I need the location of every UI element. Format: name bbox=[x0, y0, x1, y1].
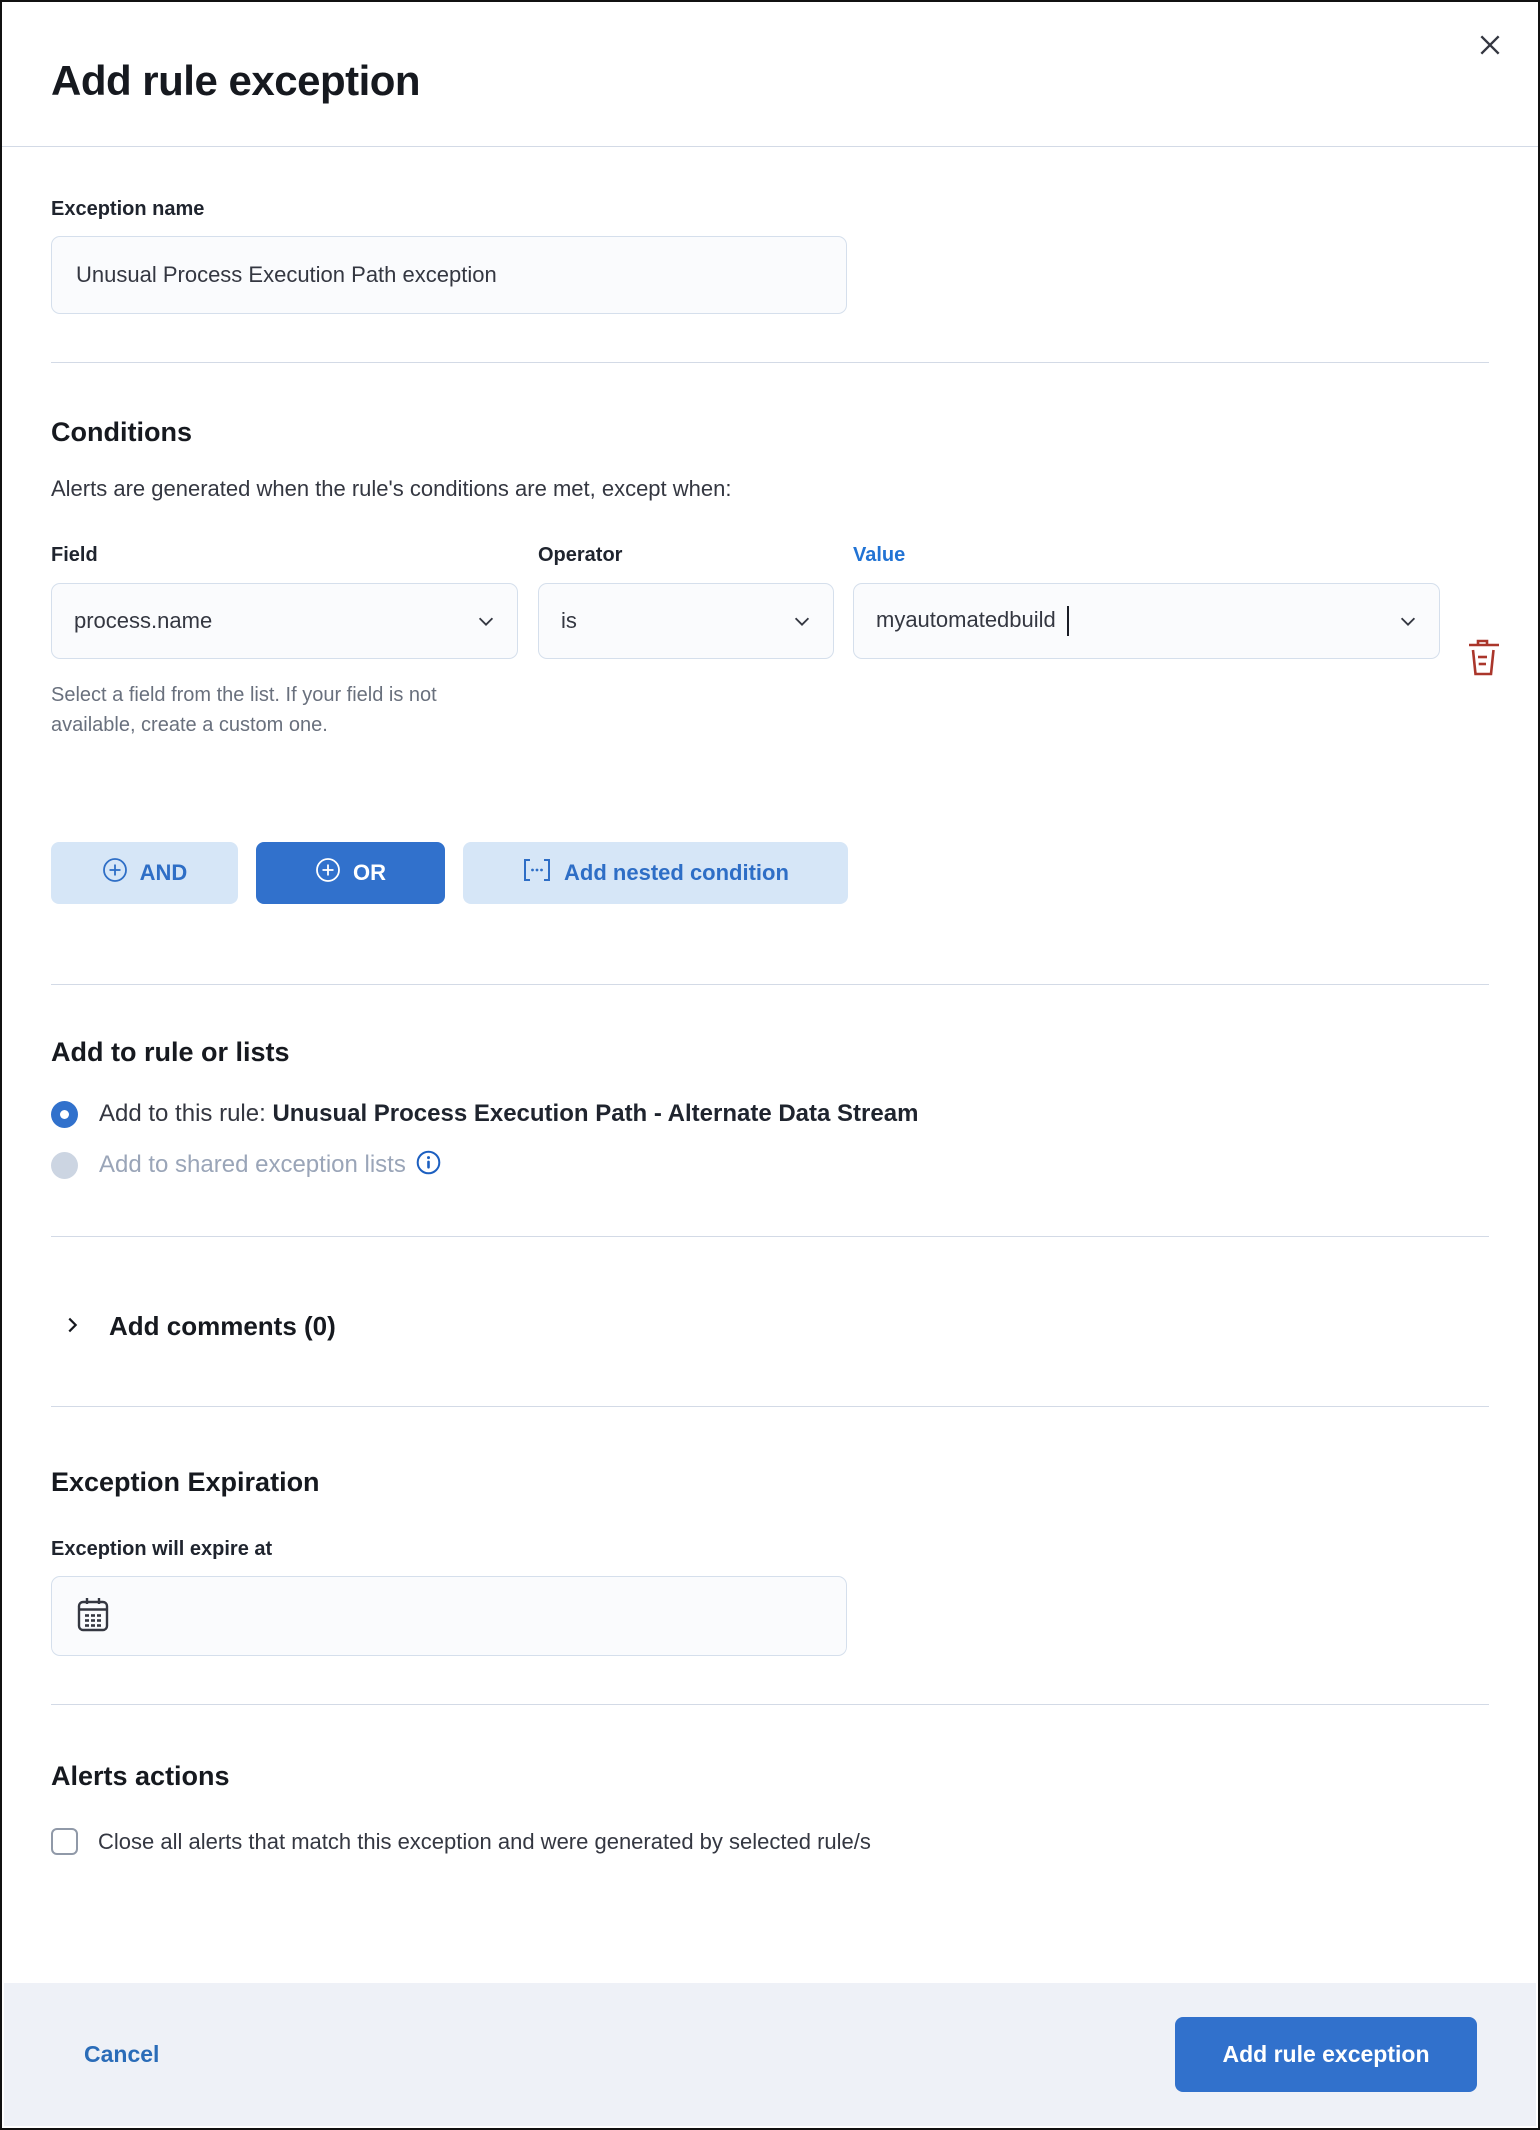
modal-title: Add rule exception bbox=[51, 57, 421, 104]
chevron-down-icon bbox=[475, 610, 497, 632]
add-to-section bbox=[51, 985, 1489, 1236]
or-button-label: OR bbox=[353, 860, 386, 886]
exception-name-input[interactable] bbox=[51, 236, 847, 314]
chevron-right-icon bbox=[61, 1314, 83, 1339]
field-column bbox=[51, 544, 519, 740]
operator-value: is bbox=[561, 608, 577, 633]
cancel-button[interactable]: Cancel bbox=[84, 2041, 160, 2067]
text-cursor bbox=[1067, 606, 1069, 636]
radio-disabled[interactable] bbox=[51, 1152, 78, 1179]
field-label: Field bbox=[51, 544, 98, 566]
operator-select[interactable] bbox=[538, 583, 834, 659]
conditions-heading: Conditions bbox=[51, 417, 192, 447]
add-nested-condition-button[interactable] bbox=[463, 842, 848, 904]
value-label: Value bbox=[853, 544, 906, 566]
field-select[interactable] bbox=[51, 583, 518, 659]
logic-buttons-row bbox=[51, 842, 1489, 904]
rule-name: Unusual Process Execution Path - Alternate Data Stream bbox=[272, 1100, 919, 1128]
exception-name-value: Unusual Process Execution Path exception bbox=[76, 262, 497, 287]
add-comments-toggle[interactable] bbox=[51, 1311, 336, 1342]
modal-footer bbox=[4, 1983, 1536, 2126]
calendar-icon bbox=[74, 1594, 112, 1639]
nested-button-label: Add nested condition bbox=[564, 860, 789, 886]
exception-name-label: Exception name bbox=[51, 198, 205, 220]
add-to-rule-radio-row[interactable] bbox=[51, 1100, 1489, 1128]
close-button[interactable] bbox=[1468, 24, 1512, 68]
close-icon bbox=[1477, 32, 1503, 61]
exception-name-section bbox=[51, 147, 1489, 362]
close-alerts-label: Close all alerts that match this exception and were generated by selected rule/s bbox=[98, 1828, 871, 1854]
info-icon[interactable] bbox=[416, 1150, 441, 1180]
delete-condition-button[interactable] bbox=[1465, 637, 1503, 681]
add-to-heading: Add to rule or lists bbox=[51, 1037, 290, 1068]
shared-lists-label: Add to shared exception lists bbox=[99, 1151, 406, 1179]
value-column bbox=[853, 544, 1440, 740]
expiration-section bbox=[51, 1407, 1489, 1704]
expiration-date-input[interactable] bbox=[51, 1576, 847, 1656]
conditions-section bbox=[51, 363, 1489, 984]
modal-header bbox=[2, 2, 1538, 147]
and-button-label: AND bbox=[139, 860, 188, 886]
add-comments-label: Add comments (0) bbox=[109, 1311, 336, 1342]
condition-builder-row bbox=[51, 544, 1489, 740]
shared-lists-radio-row[interactable] bbox=[51, 1150, 1489, 1180]
chevron-down-icon bbox=[1397, 610, 1419, 632]
modal-body bbox=[2, 147, 1538, 1855]
add-rule-exception-button[interactable]: Add rule exception bbox=[1175, 2017, 1477, 2092]
nested-condition-icon bbox=[522, 857, 552, 889]
and-button[interactable] bbox=[51, 842, 238, 904]
close-alerts-checkbox-row[interactable] bbox=[51, 1828, 1489, 1855]
expiration-heading: Exception Expiration bbox=[51, 1467, 320, 1498]
conditions-description: Alerts are generated when the rule's conditions are met, except when: bbox=[51, 476, 732, 501]
alerts-actions-heading: Alerts actions bbox=[51, 1761, 230, 1792]
add-to-rule-label: Add to this rule: Unusual Process Execution Path - Alternate Data Stream bbox=[99, 1100, 919, 1128]
comments-section bbox=[51, 1237, 1489, 1406]
chevron-down-icon bbox=[791, 610, 813, 632]
or-button[interactable] bbox=[256, 842, 445, 904]
plus-circle-icon bbox=[102, 857, 128, 889]
value-text: myautomatedbuild bbox=[876, 606, 1069, 636]
close-alerts-checkbox[interactable] bbox=[51, 1828, 78, 1855]
field-helper-text: Select a field from the list. If your field is not available, create a custom one. bbox=[51, 684, 437, 736]
operator-column bbox=[538, 544, 834, 740]
radio-selected[interactable] bbox=[51, 1101, 78, 1128]
operator-label: Operator bbox=[538, 544, 623, 566]
field-value: process.name bbox=[74, 608, 213, 633]
value-combobox[interactable] bbox=[853, 583, 1440, 659]
alerts-actions-section bbox=[51, 1705, 1489, 1855]
trash-icon bbox=[1465, 637, 1503, 682]
expiration-label: Exception will expire at bbox=[51, 1538, 273, 1561]
plus-circle-icon bbox=[315, 857, 341, 889]
